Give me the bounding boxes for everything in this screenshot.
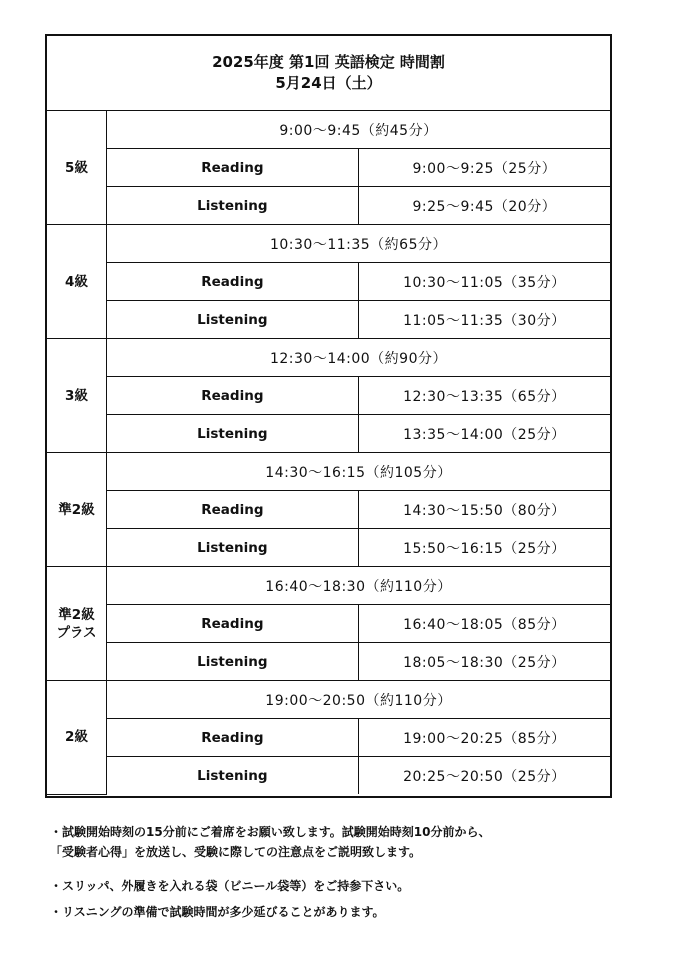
notes	[50, 822, 650, 922]
section-label: Reading	[107, 263, 359, 301]
session-time: 19:00～20:25（85分）	[358, 719, 610, 757]
total-row	[47, 111, 610, 149]
session-time: 12:30～13:35（65分）	[358, 377, 610, 415]
grade-group	[47, 225, 610, 339]
total-time: 9:00～9:45（約45分）	[107, 111, 611, 149]
schedule-table	[47, 111, 610, 795]
total-row	[47, 681, 610, 719]
note-item: 「受験者心得」を放送し、受験に際しての注意点をご説明致します。	[50, 845, 422, 859]
session-row	[47, 149, 610, 187]
note-item: ・試験開始時刻の15分前にご着席をお願い致します。試験開始時刻10分前から、	[50, 825, 491, 839]
total-row	[47, 339, 610, 377]
section-label: Listening	[107, 757, 359, 795]
session-time: 11:05～11:35（30分）	[358, 301, 610, 339]
grade-label: 準2級	[47, 453, 107, 567]
grade-label: 3級	[47, 339, 107, 453]
grade-label: 4級	[47, 225, 107, 339]
session-row	[47, 643, 610, 681]
session-row	[47, 301, 610, 339]
session-time: 9:00～9:25（25分）	[358, 149, 610, 187]
session-time: 20:25～20:50（25分）	[358, 757, 610, 795]
section-label: Reading	[107, 719, 359, 757]
total-time: 12:30～14:00（約90分）	[107, 339, 611, 377]
grade-label: 準2級 プラス	[47, 567, 107, 681]
section-label: Reading	[107, 377, 359, 415]
section-label: Reading	[107, 149, 359, 187]
page-title: 2025年度 第1回 英語検定 時間割	[212, 53, 445, 71]
total-time: 14:30～16:15（約105分）	[107, 453, 611, 491]
session-row	[47, 719, 610, 757]
session-row	[47, 415, 610, 453]
total-time: 16:40～18:30（約110分）	[107, 567, 611, 605]
note-item: ・スリッパ、外履きを入れる袋（ビニール袋等）をご持参下さい。	[50, 879, 410, 893]
session-time: 15:50～16:15（25分）	[358, 529, 610, 567]
grade-group	[47, 453, 610, 567]
note-item: ・リスニングの準備で試験時間が多少延びることがあります。	[50, 905, 385, 919]
session-time: 14:30～15:50（80分）	[358, 491, 610, 529]
total-row	[47, 225, 610, 263]
session-time: 16:40～18:05（85分）	[358, 605, 610, 643]
section-label: Listening	[107, 643, 359, 681]
total-row	[47, 567, 610, 605]
session-row	[47, 757, 610, 795]
session-row	[47, 377, 610, 415]
session-row	[47, 529, 610, 567]
section-label: Reading	[107, 491, 359, 529]
grade-label: 2級	[47, 681, 107, 795]
total-row	[47, 453, 610, 491]
total-time: 10:30～11:35（約65分）	[107, 225, 611, 263]
grade-group	[47, 339, 610, 453]
section-label: Listening	[107, 301, 359, 339]
grade-label: 5級	[47, 111, 107, 225]
session-row	[47, 605, 610, 643]
session-time: 18:05～18:30（25分）	[358, 643, 610, 681]
section-label: Listening	[107, 529, 359, 567]
session-row	[47, 263, 610, 301]
session-row	[47, 187, 610, 225]
total-time: 19:00～20:50（約110分）	[107, 681, 611, 719]
session-row	[47, 491, 610, 529]
grade-group	[47, 681, 610, 795]
title-block	[47, 36, 610, 111]
session-time: 13:35～14:00（25分）	[358, 415, 610, 453]
session-time: 9:25～9:45（20分）	[358, 187, 610, 225]
session-time: 10:30～11:05（35分）	[358, 263, 610, 301]
section-label: Reading	[107, 605, 359, 643]
section-label: Listening	[107, 415, 359, 453]
grade-group	[47, 567, 610, 681]
timetable-sheet	[45, 34, 612, 798]
section-label: Listening	[107, 187, 359, 225]
exam-date: 5月24日（土）	[275, 74, 382, 92]
grade-group	[47, 111, 610, 225]
